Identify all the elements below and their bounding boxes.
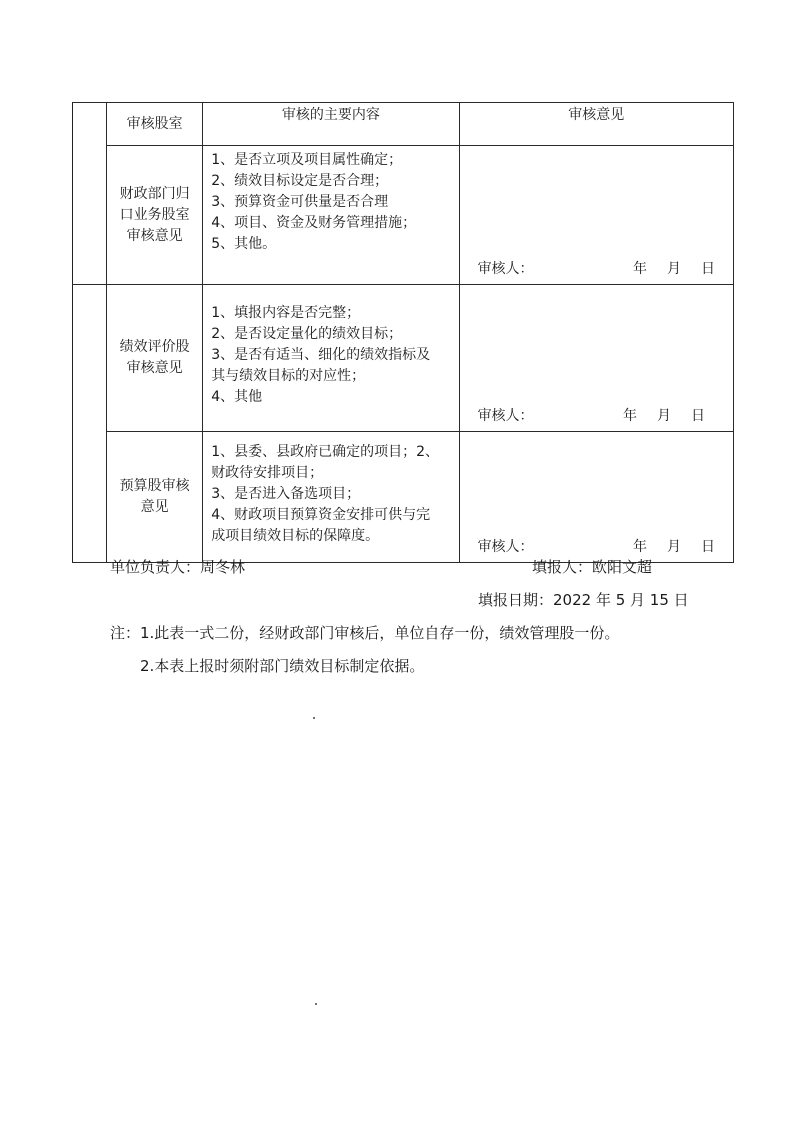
content-line: 3、是否有适当、细化的绩效指标及 — [211, 347, 431, 363]
signoff-line — [478, 406, 715, 427]
content-line: 2、绩效目标设定是否合理； — [211, 173, 389, 189]
content-line: 3、预算资金可供量是否合理 — [211, 194, 389, 210]
content-line: 1、是否立项及项目属性确定； — [211, 152, 403, 168]
left-gutter-cell — [73, 103, 107, 285]
reviewer-label: 审核人： — [477, 261, 534, 277]
day-label: 日 — [701, 539, 715, 555]
signoff-line — [478, 259, 715, 280]
left-gutter-cell — [73, 285, 107, 563]
header-opinion: 审核意见 — [459, 103, 733, 146]
year-label: 年 — [623, 408, 637, 424]
date-fields — [633, 259, 715, 280]
day-label: 日 — [691, 408, 705, 424]
table-row — [73, 285, 734, 432]
year-label: 年 — [633, 261, 647, 277]
day-label: 日 — [701, 261, 715, 277]
table-row — [73, 146, 734, 285]
date-fields — [633, 537, 715, 558]
opinion-cell[interactable] — [459, 432, 733, 563]
dept-cell — [107, 285, 203, 432]
month-label: 月 — [667, 539, 681, 555]
content-line: 成项目绩效目标的保障度。 — [211, 528, 380, 544]
note-2: 2.本表上报时须附部门绩效目标制定依据。 — [140, 657, 425, 675]
table-header-row — [73, 103, 734, 146]
signoff-line — [478, 537, 715, 558]
dept-cell — [107, 146, 203, 285]
content-cell — [203, 285, 459, 432]
scan-speck — [315, 1003, 317, 1005]
opinion-cell[interactable] — [459, 285, 733, 432]
content-cell — [203, 146, 459, 285]
dept-line: 口业务股室 — [119, 206, 190, 223]
dept-line: 审核意见 — [126, 227, 183, 244]
dept-line: 意见 — [140, 499, 169, 515]
content-line: 4、其他 — [211, 389, 263, 405]
content-line: 5、其他。 — [211, 236, 277, 252]
date-fields — [623, 406, 705, 427]
scan-speck — [313, 717, 315, 719]
reviewer-label: 审核人： — [477, 408, 534, 424]
dept-line: 财政部门归 — [119, 185, 190, 202]
content-line: 4、财政项目预算资金安排可供与完 — [211, 507, 431, 523]
content-line: 1、填报内容是否完整； — [211, 305, 361, 321]
dept-line: 审核意见 — [126, 360, 183, 376]
content-line: 3、是否进入备选项目； — [211, 486, 361, 502]
header-content: 审核的主要内容 — [203, 103, 459, 146]
fill-date: 填报日期：2022 年 5 月 15 日 — [478, 591, 689, 609]
month-label: 月 — [667, 261, 681, 277]
unit-leader: 单位负责人：周冬林 — [110, 558, 246, 576]
content-cell — [203, 432, 459, 563]
dept-cell — [107, 432, 203, 563]
opinion-cell[interactable] — [459, 146, 733, 285]
content-line: 4、项目、资金及财务管理措施； — [211, 215, 417, 231]
content-line: 财政待安排项目； — [211, 465, 324, 481]
content-line: 其与绩效目标的对应性； — [211, 368, 366, 384]
year-label: 年 — [633, 539, 647, 555]
filler: 填报人：欧阳文超 — [532, 558, 653, 576]
content-line: 1、县委、县政府已确定的项目；2、 — [211, 444, 440, 460]
header-dept: 审核股室 — [107, 103, 203, 146]
table-row — [73, 432, 734, 563]
content-line: 2、是否设定量化的绩效目标； — [211, 326, 403, 342]
dept-line: 预算股审核 — [119, 478, 190, 494]
dept-line: 绩效评价股 — [119, 339, 190, 355]
month-label: 月 — [657, 408, 671, 424]
reviewer-label: 审核人： — [477, 539, 534, 555]
note-1: 注：1.此表一式二份，经财政部门审核后，单位自存一份，绩效管理股一份。 — [110, 624, 620, 642]
review-table — [72, 102, 734, 563]
